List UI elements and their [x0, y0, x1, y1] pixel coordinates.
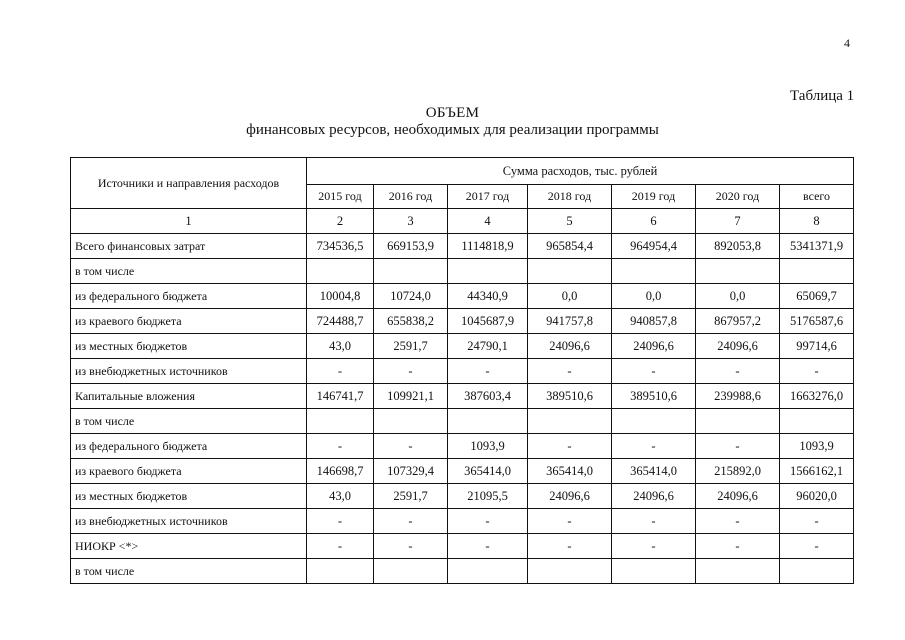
column-number: 8 — [780, 209, 854, 234]
column-number: 7 — [696, 209, 780, 234]
value-cell: - — [612, 509, 696, 534]
value-cell: 669153,9 — [374, 234, 448, 259]
value-cell: - — [612, 359, 696, 384]
value-cell — [307, 259, 374, 284]
value-cell: 389510,6 — [528, 384, 612, 409]
table-body — [71, 209, 854, 584]
table-row — [71, 359, 854, 384]
value-cell: 1093,9 — [448, 434, 528, 459]
row-label: из краевого бюджета — [71, 309, 307, 334]
value-cell: - — [696, 434, 780, 459]
value-cell — [528, 409, 612, 434]
row-label: Всего финансовых затрат — [71, 234, 307, 259]
table-label: Таблица 1 — [790, 88, 855, 104]
column-number-row — [71, 209, 854, 234]
value-cell: 965854,4 — [528, 234, 612, 259]
value-cell: 1114818,9 — [448, 234, 528, 259]
row-label: из местных бюджетов — [71, 334, 307, 359]
table-row — [71, 259, 854, 284]
value-cell — [696, 409, 780, 434]
value-cell: - — [612, 534, 696, 559]
total-cell — [780, 409, 854, 434]
value-cell: 2591,7 — [374, 334, 448, 359]
value-cell: - — [448, 534, 528, 559]
value-cell: - — [696, 359, 780, 384]
value-cell: - — [307, 434, 374, 459]
value-cell: 389510,6 — [612, 384, 696, 409]
year-header: 2020 год — [696, 185, 780, 209]
table-row — [71, 384, 854, 409]
table-row — [71, 434, 854, 459]
value-cell: 941757,8 — [528, 309, 612, 334]
value-cell: 109921,1 — [374, 384, 448, 409]
value-cell — [448, 259, 528, 284]
value-cell: 2591,7 — [374, 484, 448, 509]
document-title: ОБЪЕМ — [425, 105, 480, 121]
row-label: из краевого бюджета — [71, 459, 307, 484]
value-cell: 10724,0 — [374, 284, 448, 309]
value-cell: 10004,8 — [307, 284, 374, 309]
total-header: всего — [780, 185, 854, 209]
financial-resources-table — [70, 157, 854, 584]
value-cell: 24096,6 — [528, 334, 612, 359]
table-row — [71, 509, 854, 534]
total-cell: - — [780, 359, 854, 384]
value-cell: - — [448, 509, 528, 534]
total-cell: 99714,6 — [780, 334, 854, 359]
total-cell — [780, 559, 854, 584]
table-row — [71, 534, 854, 559]
row-label: из федерального бюджета — [71, 434, 307, 459]
year-header: 2016 год — [374, 185, 448, 209]
value-cell: 940857,8 — [612, 309, 696, 334]
value-cell: 24790,1 — [448, 334, 528, 359]
value-cell: - — [528, 509, 612, 534]
row-label: в том числе — [71, 409, 307, 434]
column-number: 3 — [374, 209, 448, 234]
value-cell: 24096,6 — [612, 334, 696, 359]
value-cell: - — [374, 359, 448, 384]
value-cell: - — [374, 434, 448, 459]
table-row — [71, 234, 854, 259]
value-cell: 365414,0 — [528, 459, 612, 484]
value-cell — [612, 409, 696, 434]
total-cell: 1093,9 — [780, 434, 854, 459]
value-cell: 0,0 — [696, 284, 780, 309]
table-row — [71, 459, 854, 484]
column-number: 2 — [307, 209, 374, 234]
value-cell — [528, 259, 612, 284]
value-cell — [612, 259, 696, 284]
value-cell: 43,0 — [307, 484, 374, 509]
value-cell — [307, 409, 374, 434]
value-cell — [612, 559, 696, 584]
table-row — [71, 284, 854, 309]
value-cell: 21095,5 — [448, 484, 528, 509]
value-cell: - — [528, 534, 612, 559]
value-cell: 655838,2 — [374, 309, 448, 334]
value-cell — [528, 559, 612, 584]
row-label: из федерального бюджета — [71, 284, 307, 309]
row-label: в том числе — [71, 259, 307, 284]
column-number: 5 — [528, 209, 612, 234]
value-cell: - — [374, 534, 448, 559]
table-row — [71, 309, 854, 334]
value-cell: 892053,8 — [696, 234, 780, 259]
value-cell: 734536,5 — [307, 234, 374, 259]
value-cell: 146698,7 — [307, 459, 374, 484]
value-cell: 24096,6 — [528, 484, 612, 509]
value-cell: - — [307, 359, 374, 384]
page-number: 4 — [844, 36, 850, 50]
value-cell: 146741,7 — [307, 384, 374, 409]
total-cell: 65069,7 — [780, 284, 854, 309]
value-cell: - — [307, 534, 374, 559]
value-cell: - — [448, 359, 528, 384]
total-cell: - — [780, 534, 854, 559]
total-cell: - — [780, 509, 854, 534]
value-cell: 24096,6 — [696, 484, 780, 509]
value-cell — [696, 259, 780, 284]
value-cell — [696, 559, 780, 584]
table-row — [71, 559, 854, 584]
column-number: 4 — [448, 209, 528, 234]
value-cell: 44340,9 — [448, 284, 528, 309]
value-cell: 107329,4 — [374, 459, 448, 484]
header-row — [71, 158, 854, 185]
table-row — [71, 484, 854, 509]
total-cell — [780, 259, 854, 284]
year-header: 2017 год — [448, 185, 528, 209]
group-header-cell: Сумма расходов, тыс. рублей — [307, 158, 854, 185]
row-label: из внебюджетных источников — [71, 509, 307, 534]
value-cell — [374, 559, 448, 584]
year-header: 2015 год — [307, 185, 374, 209]
table-row — [71, 334, 854, 359]
year-header: 2019 год — [612, 185, 696, 209]
value-cell: 1045687,9 — [448, 309, 528, 334]
total-cell: 1566162,1 — [780, 459, 854, 484]
row-label: Капитальные вложения — [71, 384, 307, 409]
value-cell: 964954,4 — [612, 234, 696, 259]
value-cell — [374, 259, 448, 284]
row-label: из внебюджетных источников — [71, 359, 307, 384]
row-label: из местных бюджетов — [71, 484, 307, 509]
value-cell: 215892,0 — [696, 459, 780, 484]
value-cell — [374, 409, 448, 434]
document-subtitle: финансовых ресурсов, необходимых для реализации программы — [246, 122, 659, 138]
value-cell: 365414,0 — [612, 459, 696, 484]
total-cell: 5176587,6 — [780, 309, 854, 334]
total-cell: 1663276,0 — [780, 384, 854, 409]
value-cell: 867957,2 — [696, 309, 780, 334]
value-cell: 724488,7 — [307, 309, 374, 334]
value-cell: 365414,0 — [448, 459, 528, 484]
row-label: в том числе — [71, 559, 307, 584]
table-row — [71, 409, 854, 434]
column-number: 6 — [612, 209, 696, 234]
value-cell: - — [696, 534, 780, 559]
value-cell: 24096,6 — [696, 334, 780, 359]
value-cell: - — [307, 509, 374, 534]
value-cell — [448, 409, 528, 434]
total-cell: 96020,0 — [780, 484, 854, 509]
row-header-cell: Источники и направления расходов — [71, 158, 307, 209]
value-cell: 24096,6 — [612, 484, 696, 509]
column-number: 1 — [71, 209, 307, 234]
value-cell — [307, 559, 374, 584]
value-cell: 43,0 — [307, 334, 374, 359]
value-cell: - — [528, 434, 612, 459]
value-cell: 387603,4 — [448, 384, 528, 409]
value-cell: - — [696, 509, 780, 534]
value-cell: - — [374, 509, 448, 534]
value-cell: - — [612, 434, 696, 459]
row-label: НИОКР <*> — [71, 534, 307, 559]
value-cell — [448, 559, 528, 584]
value-cell: - — [528, 359, 612, 384]
value-cell: 0,0 — [528, 284, 612, 309]
year-header: 2018 год — [528, 185, 612, 209]
value-cell: 0,0 — [612, 284, 696, 309]
total-cell: 5341371,9 — [780, 234, 854, 259]
value-cell: 239988,6 — [696, 384, 780, 409]
